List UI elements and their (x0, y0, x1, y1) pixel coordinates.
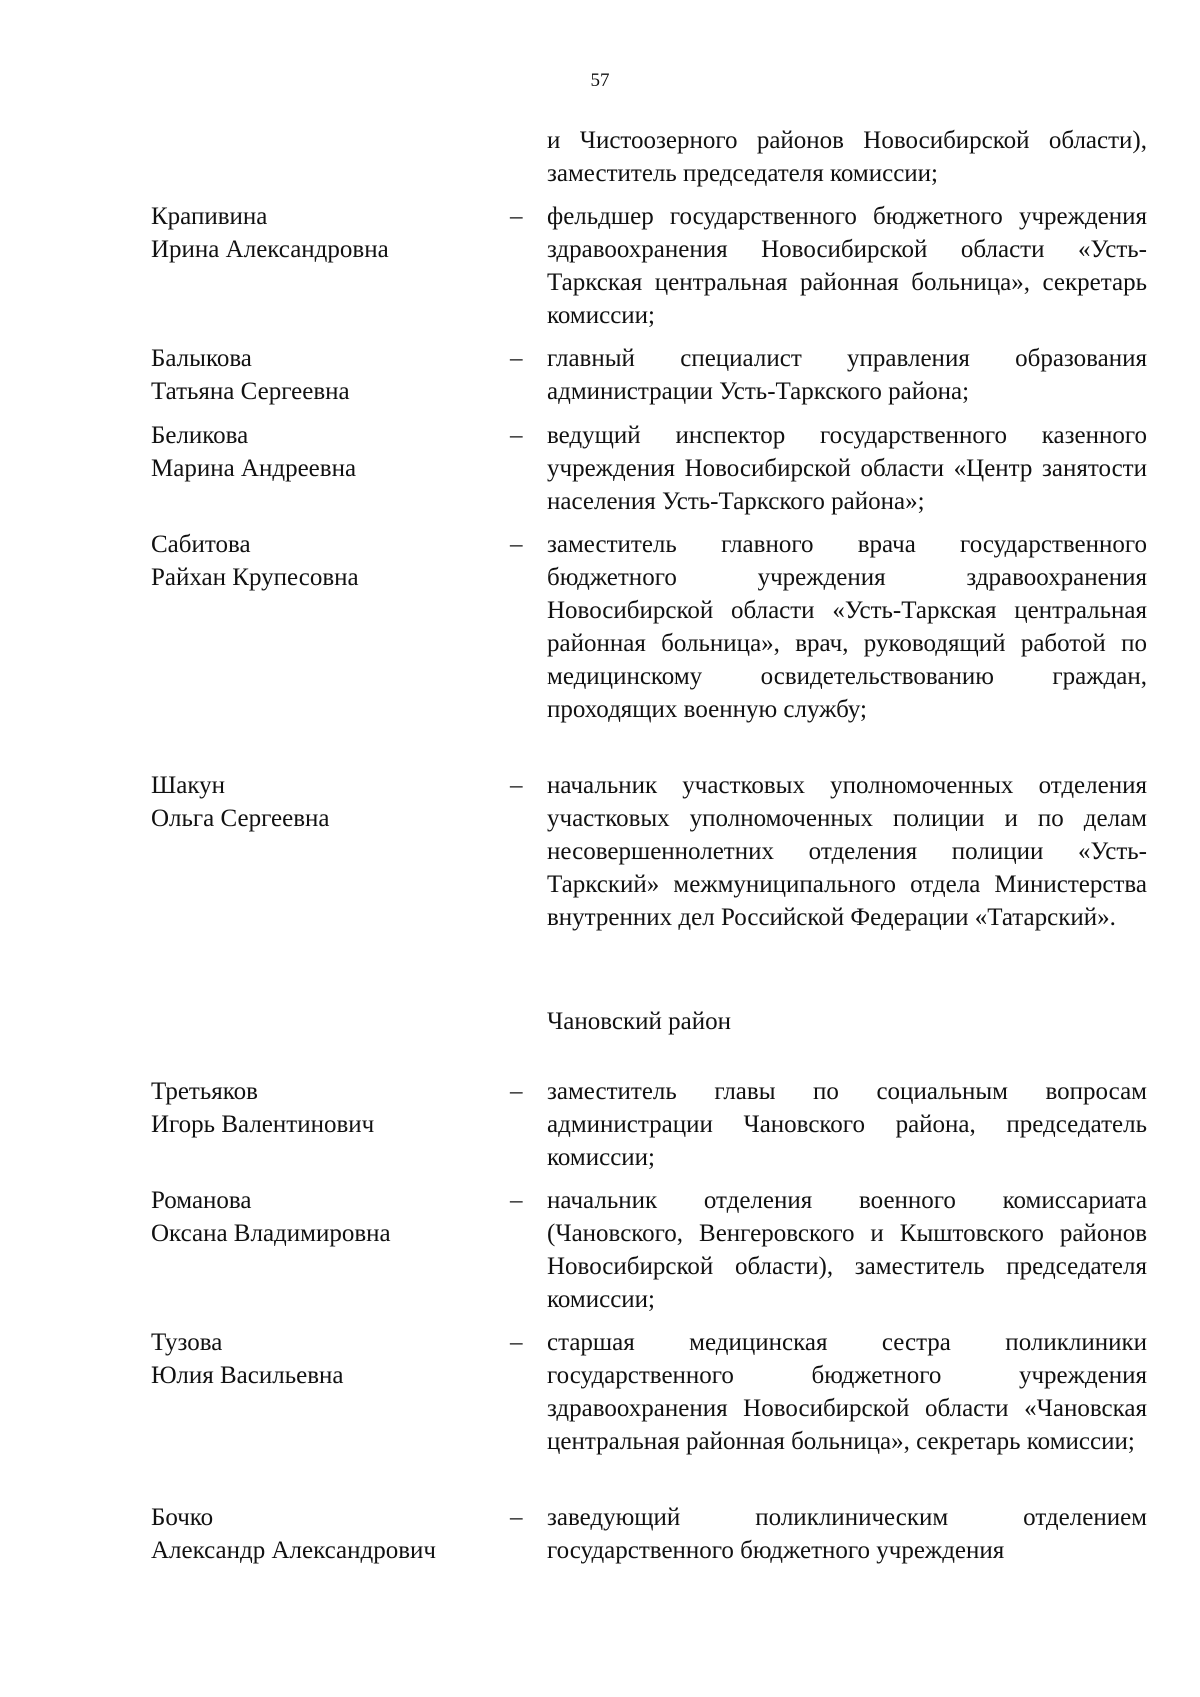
member-dash: – (510, 422, 523, 449)
member-dash: – (510, 1187, 523, 1214)
member-name: Тузова Юлия Васильевна (151, 1329, 344, 1389)
member-dash: – (510, 1504, 523, 1531)
section-title: Чановский район (547, 1008, 731, 1035)
member-position: главный специалист управления образования администрации Усть-Таркского района; (547, 345, 1147, 405)
member-position: старшая медицинская сестра поликлиники государственного бюджетного учреждения здравоохранения Новосибирской области «Чановская центральная районная больница», секретарь комиссии; (547, 1329, 1147, 1455)
page-number: 57 (590, 70, 610, 91)
member-name: Сабитова Райхан Крупесовна (151, 531, 359, 591)
member-name: Балыкова Татьяна Сергеевна (151, 345, 350, 405)
member-name: Крапивина Ирина Александровна (151, 203, 389, 263)
member-position: фельдшер государственного бюджетного учреждения здравоохранения Новосибирской области «Усть-Таркская центральная районная больница», секретарь комиссии; (547, 203, 1147, 329)
member-position: заместитель главы по социальным вопросам администрации Чановского района, председатель комиссии; (547, 1078, 1147, 1171)
member-position: ведущий инспектор государственного казенного учреждения Новосибирской области «Центр занятости населения Усть-Таркского района»; (547, 422, 1147, 515)
member-name: Третьяков Игорь Валентинович (151, 1078, 375, 1138)
member-dash: – (510, 531, 523, 558)
member-dash: – (510, 345, 523, 372)
member-position: начальник отделения военного комиссариата (Чановского, Венгеровского и Кыштовского районов Новосибирской области), заместитель председателя комиссии; (547, 1187, 1147, 1313)
member-name: Романова Оксана Владимировна (151, 1187, 391, 1247)
member-dash: – (510, 1329, 523, 1356)
member-position: заместитель главного врача государственного бюджетного учреждения здравоохранения Новосибирской области «Усть-Таркская центральная районная больница», врач, руководящий работой по медицинскому освидетельствованию граждан, проходящих военную службу; (547, 531, 1147, 723)
member-name: Бочко Александр Александрович (151, 1504, 436, 1564)
member-position: начальник участковых уполномоченных отделения участковых уполномоченных полиции и по делам несовершеннолетних отделения полиции «Усть-Таркский» межмуниципального отдела Министерства внутренних дел Российской Федерации «Татарский». (547, 772, 1147, 931)
continuation-text: и Чистоозерного районов Новосибирской области), заместитель председателя комиссии; (547, 127, 1147, 187)
member-dash: – (510, 203, 523, 230)
member-dash: – (510, 1078, 523, 1105)
member-dash: – (510, 772, 523, 799)
member-name: Беликова Марина Андреевна (151, 422, 357, 482)
member-position: заведующий поликлиническим отделением государственного бюджетного учреждения (547, 1504, 1147, 1564)
member-name: Шакун Ольга Сергеевна (151, 772, 330, 832)
